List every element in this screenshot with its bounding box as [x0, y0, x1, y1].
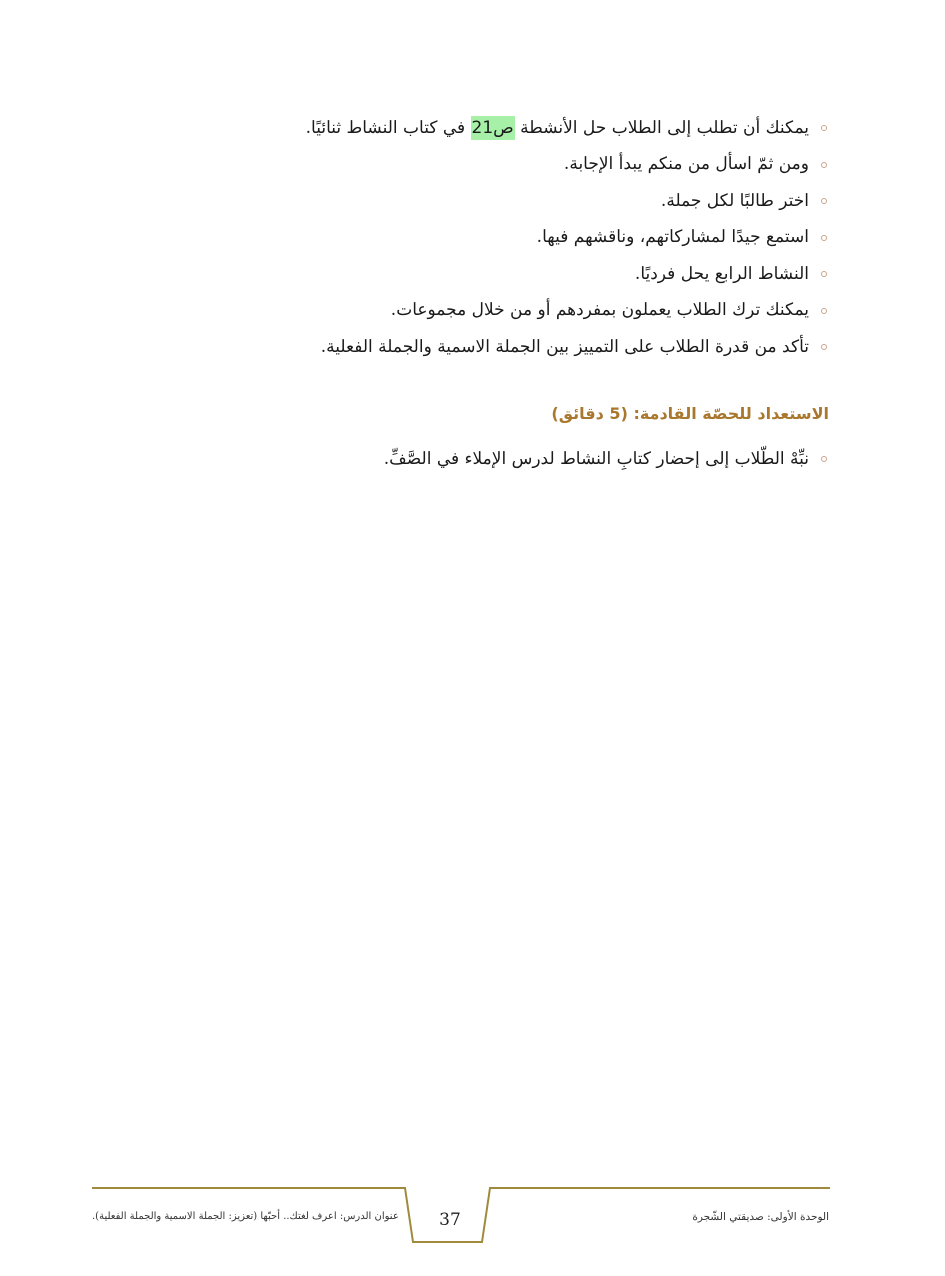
- preparation-heading: [229, 404, 829, 423]
- list-item-text: يمكنك ترك الطلاب يعملون بمفردهم أو من خلال مجموعات.: [390, 300, 809, 321]
- bullet-ring-icon: [821, 235, 827, 241]
- bullet-ring-icon: [821, 125, 827, 131]
- list-item-text: تأكد من قدرة الطلاب على التمييز بين الجملة الاسمية والجملة الفعلية.: [320, 336, 809, 357]
- list-item-text: نبِّهْ الطّلاب إلى إحضار كتابِ النشاط لدرس الإملاء في الصَّفِّ.: [383, 448, 809, 469]
- footer-lesson-title: عنوان الدرس: اعرف لغتك.. أحبّها (تعزيز: الجملة الاسمية والجملة الفعلية).: [92, 1211, 399, 1222]
- list-item-text: استمع جيدًا لمشاركاتهم، وناقشهم فيها.: [536, 227, 809, 248]
- list-item-text: اختر طالبًا لكل جملة.: [660, 190, 809, 211]
- preparation-title: الاستعداد للحصّة القادمة:: [633, 404, 829, 423]
- list-item: [127, 147, 827, 184]
- bullet-ring-icon: [821, 344, 827, 350]
- list-item: [127, 110, 827, 147]
- text-after: في كتاب النشاط ثنائيًا.: [305, 117, 471, 138]
- list-item: [127, 329, 827, 366]
- list-item-text: [305, 117, 809, 138]
- bullet-ring-icon: [821, 308, 827, 314]
- footer-unit-title: الوحدة الأولى: صديقتي الشّجرة: [692, 1211, 829, 1223]
- page-reference-highlight: ص21: [471, 117, 514, 138]
- list-item: [127, 183, 827, 220]
- bullet-ring-icon: [821, 271, 827, 277]
- activity-list: [127, 110, 827, 366]
- bullet-ring-icon: [821, 198, 827, 204]
- list-item-text: ومن ثمّ اسأل من منكم يبدأ الإجابة.: [563, 154, 809, 175]
- list-item: [127, 220, 827, 257]
- preparation-duration: (5 دقائق): [551, 404, 628, 423]
- page-number: 37: [439, 1210, 461, 1230]
- list-item-text: النشاط الرابع يحل فرديًا.: [634, 263, 809, 284]
- list-item: [127, 293, 827, 330]
- list-item: [127, 256, 827, 293]
- list-item: [127, 441, 827, 478]
- bullet-ring-icon: [821, 456, 827, 462]
- text-before: يمكنك أن تطلب إلى الطلاب حل الأنشطة: [514, 117, 809, 138]
- bullet-ring-icon: [821, 162, 827, 168]
- preparation-list: [127, 441, 827, 478]
